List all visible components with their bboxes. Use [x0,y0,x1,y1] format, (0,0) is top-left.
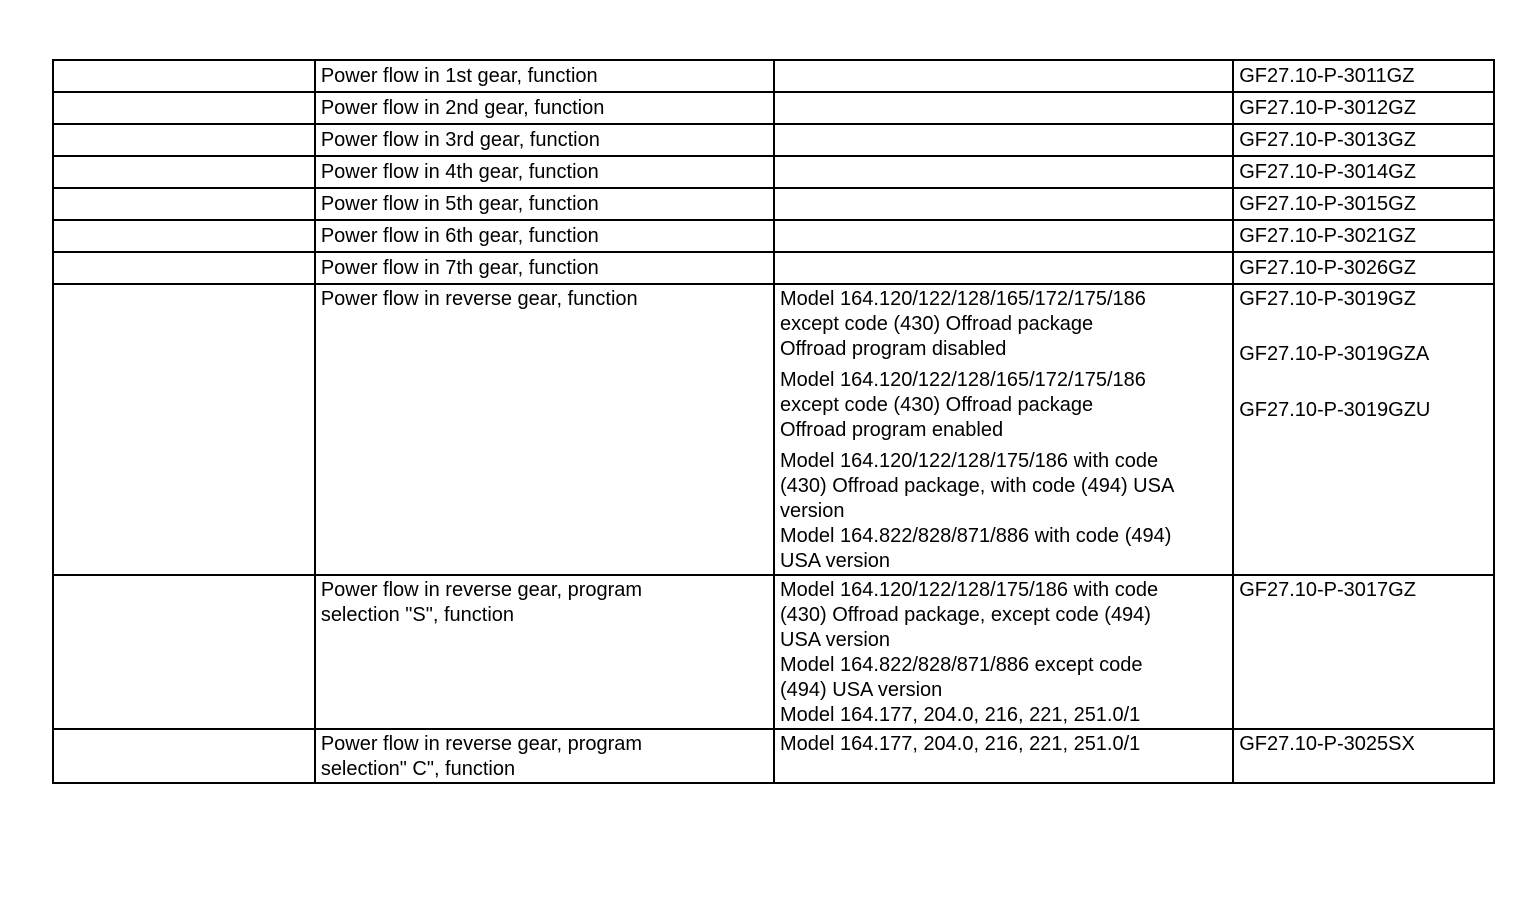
blank-cell [53,220,315,252]
condition-line: USA version [780,550,891,572]
condition-line: Model 164.822/828/871/886 except code [780,654,1143,676]
reference-cell [1233,220,1494,252]
function-title: Power flow in reverse gear, program [320,579,643,601]
reference-cell [1233,575,1494,729]
reference-cell [1233,124,1494,156]
function-title-cell [315,252,774,284]
function-title: selection "S", function [320,604,515,626]
condition-cell [774,188,1233,220]
function-title-cell [315,156,774,188]
table-row [53,284,1494,575]
reference-cell [1233,60,1494,92]
condition-line: Offroad program disabled [780,338,1007,360]
condition-line: Model 164.120/122/128/175/186 with code [780,579,1159,601]
function-title-cell [315,92,774,124]
table-row [53,252,1494,284]
function-title: Power flow in reverse gear, program [320,733,643,755]
function-title: Power flow in 1st gear, function [320,65,598,87]
condition-entry [780,368,1227,443]
condition-cell [774,156,1233,188]
condition-line: USA version [780,629,891,651]
table-row [53,220,1494,252]
reference-cell [1233,188,1494,220]
function-title: selection" C", function [320,758,516,780]
function-title: Power flow in 7th gear, function [320,257,599,279]
reference-cell [1233,252,1494,284]
condition-entry [780,449,1227,574]
document-reference: GF27.10-P-3019GZA [1239,343,1430,365]
condition-line: Model 164.177, 204.0, 216, 221, 251.0/1 [780,704,1141,726]
condition-line: (430) Offroad package, with code (494) USA [780,475,1175,497]
reference-cell [1233,92,1494,124]
condition-line: Model 164.822/828/871/886 with code (494) [780,525,1172,547]
function-title: Power flow in 6th gear, function [320,225,599,247]
function-title-cell [315,188,774,220]
function-title: Power flow in reverse gear, function [320,288,638,310]
blank-cell [53,188,315,220]
condition-line: except code (430) Offroad package [780,313,1094,335]
document-reference: GF27.10-P-3025SX [1239,733,1415,755]
condition-line: except code (430) Offroad package [780,394,1094,416]
condition-cell [774,124,1233,156]
function-title: Power flow in 3rd gear, function [320,129,600,151]
function-title-cell [315,124,774,156]
function-title-cell [315,575,774,729]
condition-line: Offroad program enabled [780,419,1004,441]
condition-line: (494) USA version [780,679,943,701]
table-row [53,729,1494,783]
table-row [53,188,1494,220]
blank-cell [53,60,315,92]
function-title: Power flow in 5th gear, function [320,193,599,215]
condition-line: Model 164.120/122/128/165/172/175/186 [780,369,1146,391]
blank-cell [53,92,315,124]
document-reference: GF27.10-P-3019GZ [1239,288,1416,310]
spacer [1239,367,1488,398]
table-row [53,92,1494,124]
document-reference: GF27.10-P-3011GZ [1239,65,1415,87]
condition-cell [774,284,1233,575]
document-reference: GF27.10-P-3026GZ [1239,257,1416,279]
condition-cell [774,92,1233,124]
blank-cell [53,252,315,284]
condition-cell [774,252,1233,284]
condition-line: Model 164.120/122/128/165/172/175/186 [780,288,1146,310]
condition-line: Model 164.177, 204.0, 216, 221, 251.0/1 [780,733,1141,755]
function-title: Power flow in 2nd gear, function [320,97,605,119]
power-flow-table [52,59,1495,784]
blank-cell [53,729,315,783]
blank-cell [53,124,315,156]
spacer [1239,312,1488,342]
table-row [53,60,1494,92]
function-title-cell [315,220,774,252]
blank-cell [53,575,315,729]
document-reference: GF27.10-P-3021GZ [1239,225,1416,247]
condition-line: version [780,500,845,522]
table-row [53,124,1494,156]
condition-entry [780,287,1227,362]
blank-cell [53,156,315,188]
reference-cell [1233,284,1494,575]
document-reference: GF27.10-P-3013GZ [1239,129,1416,151]
condition-cell [774,220,1233,252]
table-row [53,575,1494,729]
condition-line: Model 164.120/122/128/175/186 with code [780,450,1159,472]
function-title-cell [315,284,774,575]
condition-cell [774,60,1233,92]
condition-entry [780,578,1227,728]
condition-cell [774,575,1233,729]
document-reference: GF27.10-P-3019GZU [1239,399,1431,421]
document-reference: GF27.10-P-3015GZ [1239,193,1416,215]
reference-cell [1233,156,1494,188]
function-title-cell [315,60,774,92]
document-reference: GF27.10-P-3012GZ [1239,97,1416,119]
condition-cell [774,729,1233,783]
function-title-cell [315,729,774,783]
reference-cell [1233,729,1494,783]
blank-cell [53,284,315,575]
condition-line: (430) Offroad package, except code (494) [780,604,1151,626]
function-title: Power flow in 4th gear, function [320,161,599,183]
table-row [53,156,1494,188]
document-reference: GF27.10-P-3017GZ [1239,579,1416,601]
document-reference: GF27.10-P-3014GZ [1239,161,1416,183]
